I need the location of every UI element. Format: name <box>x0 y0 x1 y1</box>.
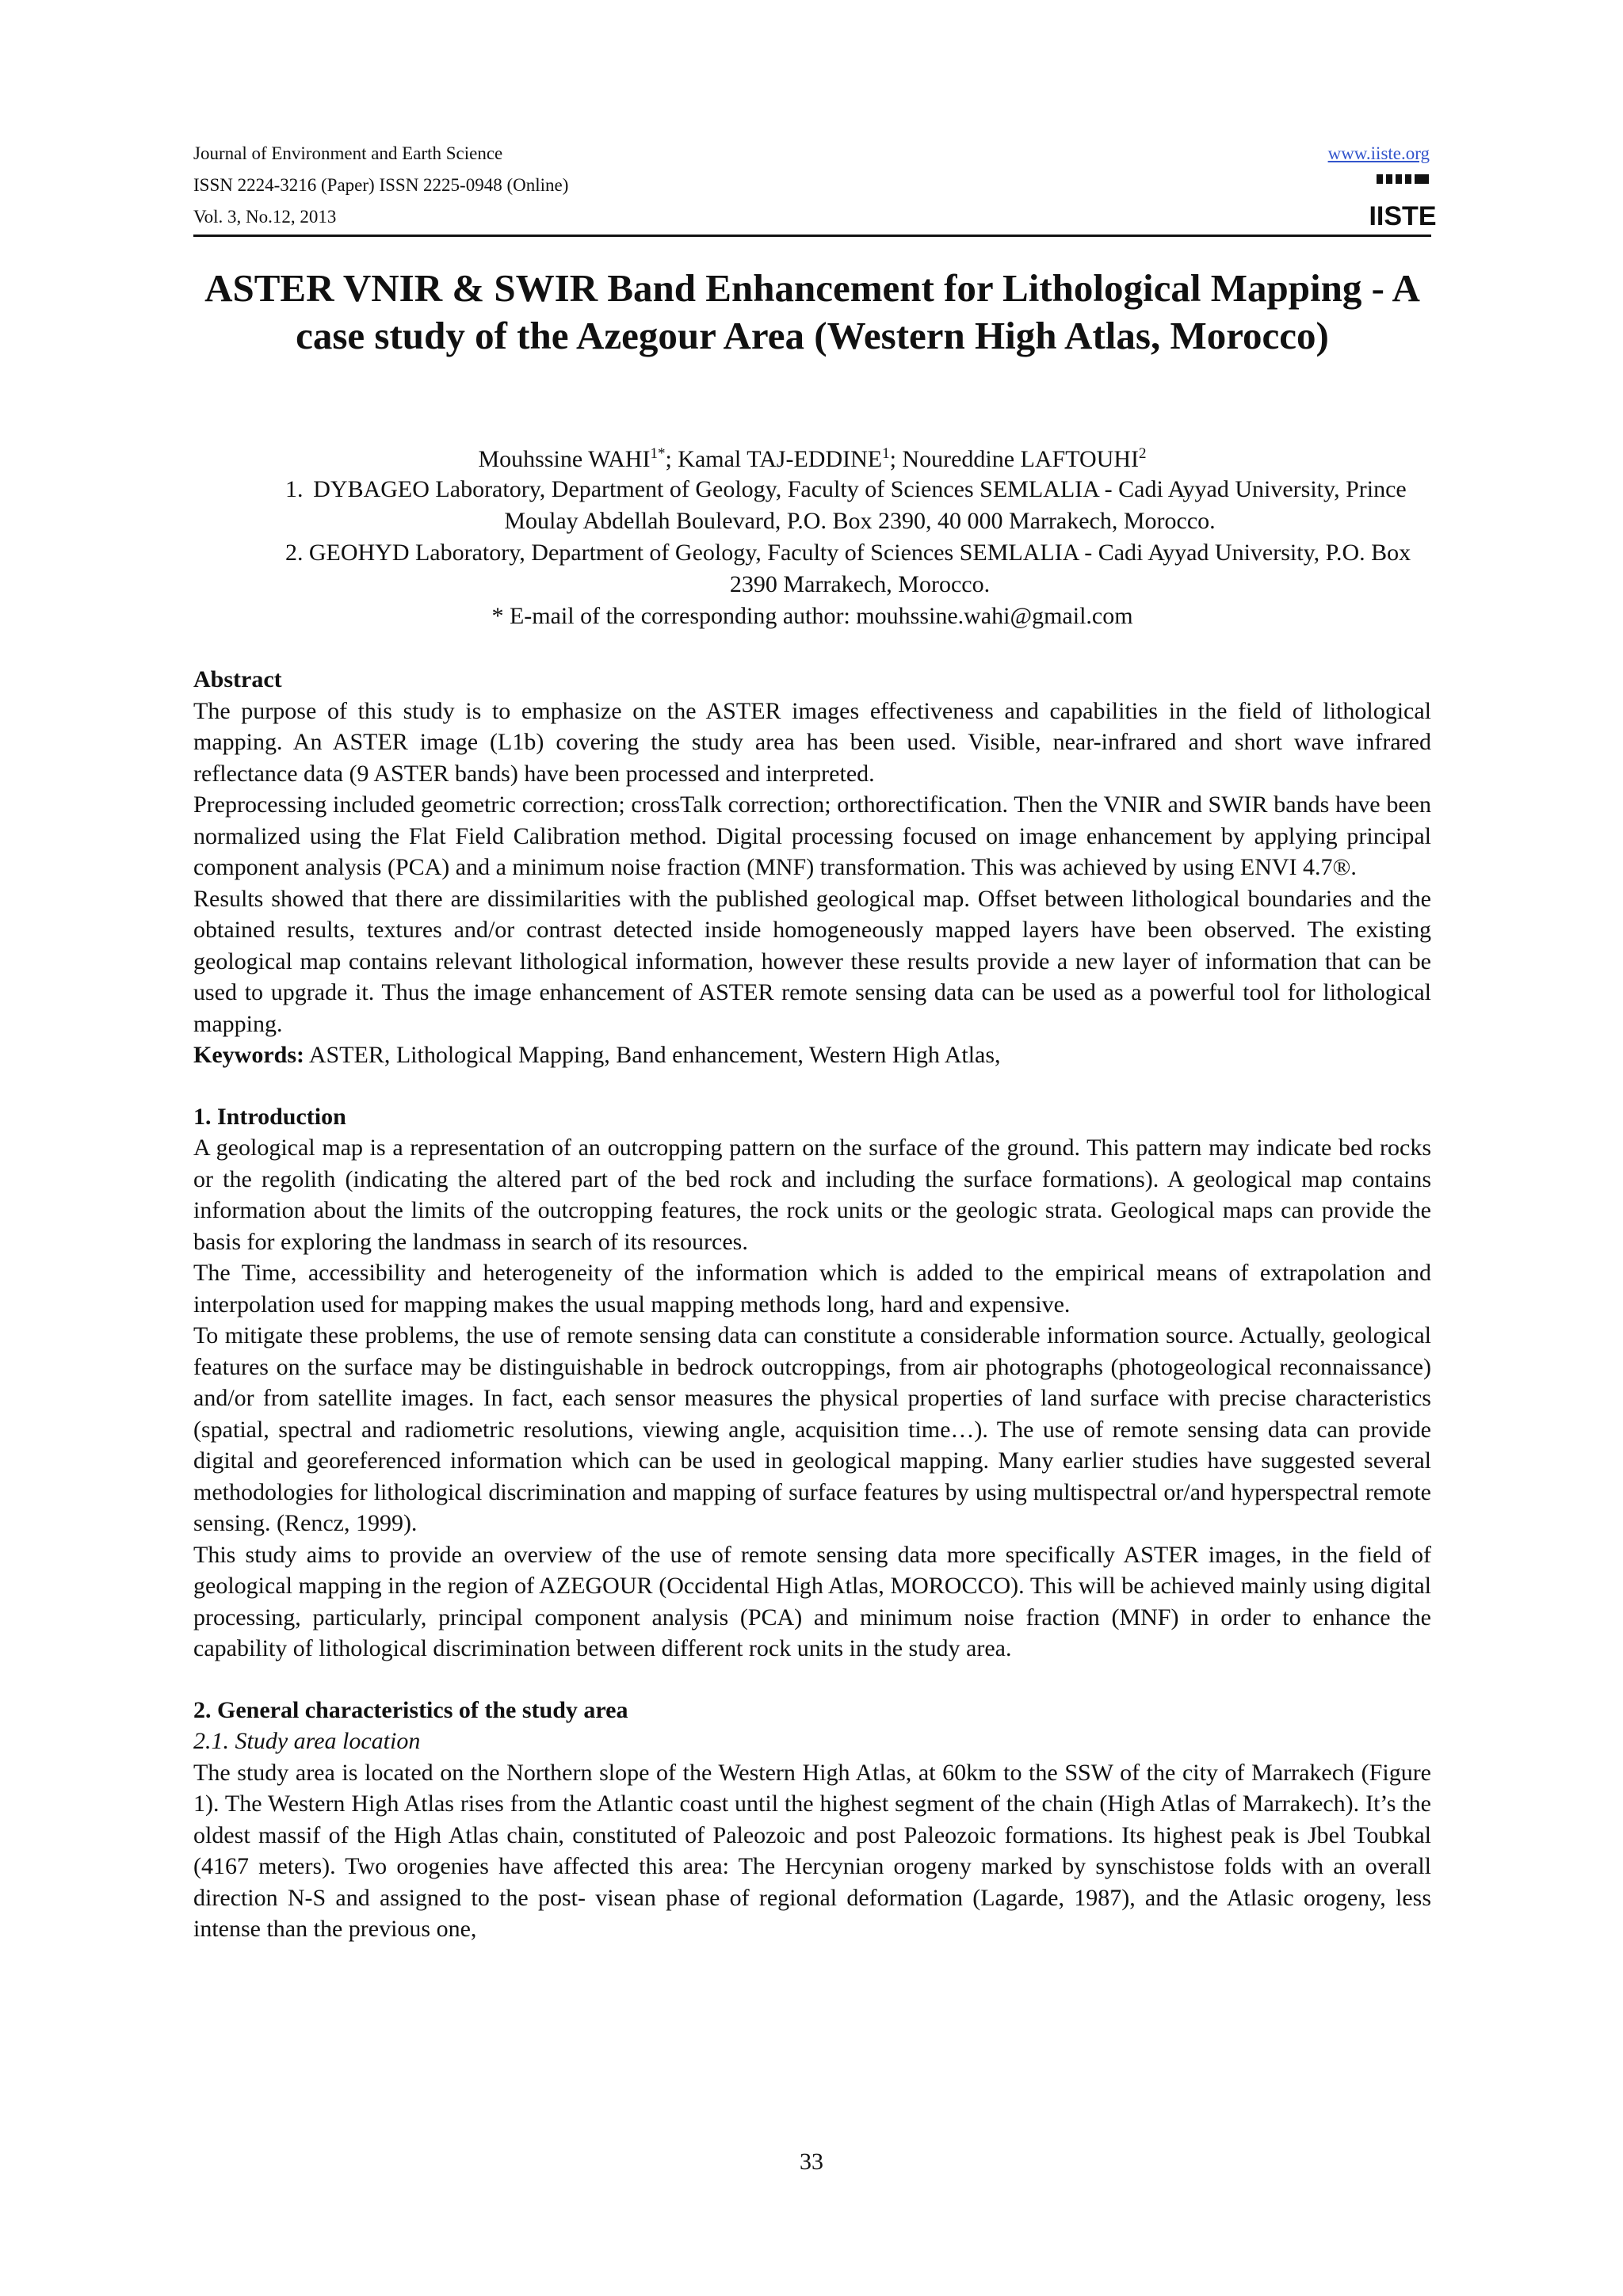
intro-paragraph: A geological map is a representation of an outcropping pattern on the surface of the ground. This pattern may indicate bed rocks or the regolith (indicating the altered part of the bed rock and including the surface formations). A geological map contains information about the limits of the outcropping features, the rock units or the geologic strata. Geological maps can provide the basis for exploring the landmass in search of its resources. <box>193 1135 1431 1255</box>
affiliation-2 <box>193 537 1431 601</box>
author-3: ; Noureddine LAFTOUHI <box>889 446 1139 472</box>
journal-header <box>193 138 568 233</box>
corresponding-email: * E-mail of the corresponding author: mouhssine.wahi@gmail.com <box>491 603 1133 629</box>
iiste-logo-icon <box>1369 173 1437 231</box>
page-number: 33 <box>800 2149 823 2175</box>
spacer <box>193 1665 1431 1695</box>
subsection-heading-location: 2.1. Study area location <box>193 1728 421 1754</box>
header-rule <box>193 235 1431 237</box>
author-1: Mouhssine WAHI <box>478 446 651 472</box>
abstract-paragraph: Results showed that there are dissimilarities with the published geological map. Offset between lithological boundaries and the obtained results, textures and/or contrast detected inside homogeneously mapped layers have been observed. The existing geological map contains relevant lithological information, however these results provide a new layer of information that can be used to upgrade it. Thus the image enhancement of ASTER remote sensing data can be used as a powerful tool for lithological mapping. <box>193 885 1431 1037</box>
logo-text: IISTE <box>1369 201 1437 231</box>
paper-body <box>193 664 1431 1945</box>
section2-paragraph: The study area is located on the Northern slope of the Western High Atlas, at 60km to the SSW of the city of Marrakech (Figure 1). The Western High Atlas rises from the Atlantic coast until the highest segment of the chain (High Atlas of Marrakech). It’s the oldest massif of the High Atlas chain, constituted of Paleozoic and post Paleozoic formations. Its highest peak is Jbel Toubkal (4167 meters). Two orogenies have affected this area: The Hercynian orogeny marked by synschistose folds with an overall direction N-S and assigned to the post- visean phase of regional deformation (Lagarde, 1987), and the Atlasic orogeny, less intense than the previous one, <box>193 1759 1431 1942</box>
abstract-paragraph: The purpose of this study is to emphasize on the ASTER images effectiveness and capabilities in the field of lithological mapping. An ASTER image (L1b) covering the study area has been used. Visible, near-infrared and short wave infrared reflectance data (9 ASTER bands) have been processed and interpreted. <box>193 697 1431 787</box>
affiliation-number: 2. <box>285 540 304 566</box>
author-2: ; Kamal TAJ-EDDINE <box>665 446 883 472</box>
intro-paragraph: This study aims to provide an overview of the use of remote sensing data more specifically ASTER images, in the field of geological mapping in the region of AZEGOUR (Occidental High Atlas, MOROCCO). This will be achieved mainly using digital processing, particularly, principal component analysis (PCA) and minimum noise fraction (MNF) in order to enhance the capability of lithological discrimination between different rock units in the study area. <box>193 1541 1431 1661</box>
website-link[interactable]: www.iiste.org <box>1327 143 1430 163</box>
journal-issn: ISSN 2224-3216 (Paper) ISSN 2225-0948 (Online) <box>193 175 569 195</box>
intro-paragraph: To mitigate these problems, the use of remote sensing data can constitute a considerable information source. Actually, geological features on the surface may be distinguishable in bedrock outcroppings, from air photographs (photogeological reconnaissance) and/or from satellite images. In fact, each sensor measures the physical properties of land surface with precise characteristics (spatial, spectral and radiometric resolutions, viewing angle, acquisition time…). The use of remote sensing data can provide digital and georeferenced information which can be used in geological mapping. Many earlier studies have suggested several methodologies for lithological discrimination and mapping of surface features by using multispectral or/and hyperspectral remote sensing. (Rencz, 1999). <box>193 1322 1431 1536</box>
keywords-label: Keywords: <box>193 1042 304 1068</box>
affiliation-text: GEOHYD Laboratory, Department of Geology, Faculty of Sciences SEMLALIA - Cadi Ayyad University, P.O. Box 2390 Marrakech, Morocco. <box>308 540 1411 597</box>
section-heading-introduction: 1. Introduction <box>193 1103 346 1130</box>
intro-paragraph: The Time, accessibility and heterogeneity of the information which is added to the empirical means of extrapolation and interpolation used for mapping makes the usual mapping methods long, hard and expensive. <box>193 1260 1431 1318</box>
journal-volume: Vol. 3, No.12, 2013 <box>193 207 337 227</box>
affiliation-number: 1. <box>285 476 304 502</box>
author-2-sup: 1 <box>882 445 890 462</box>
abstract-paragraph: Preprocessing included geometric correction; crossTalk correction; orthorectification. Then the VNIR and SWIR bands have been normalized using the Flat Field Calibration method. Digital processing focused on image enhancement by applying principal component analysis (PCA) and a minimum noise fraction (MNF) transformation. This was achieved by using ENVI 4.7®. <box>193 791 1431 880</box>
author-3-sup: 2 <box>1139 445 1147 462</box>
keywords <box>193 1039 1431 1071</box>
abstract-heading: Abstract <box>193 666 282 692</box>
spacer <box>193 1071 1431 1101</box>
author-line <box>193 438 1431 475</box>
affiliation-text: DYBAGEO Laboratory, Department of Geology, Faculty of Sciences SEMLALIA - Cadi Ayyad University, Prince Moulay Abdellah Boulevard, P.O. Box 2390, 40 000 Marrakech, Morocco. <box>313 476 1407 534</box>
keywords-list: ASTER, Lithological Mapping, Band enhancement, Western High Atlas, <box>304 1042 1001 1068</box>
section-heading-study-area: 2. General characteristics of the study area <box>193 1696 628 1723</box>
paper-title: ASTER VNIR & SWIR Band Enhancement for Lithological Mapping - A case study of the Azegour Area (Western High Atlas, Morocco) <box>204 266 1420 357</box>
affiliation-1 <box>193 474 1431 537</box>
journal-name: Journal of Environment and Earth Science <box>193 143 503 163</box>
author-1-sup: 1* <box>650 445 666 462</box>
